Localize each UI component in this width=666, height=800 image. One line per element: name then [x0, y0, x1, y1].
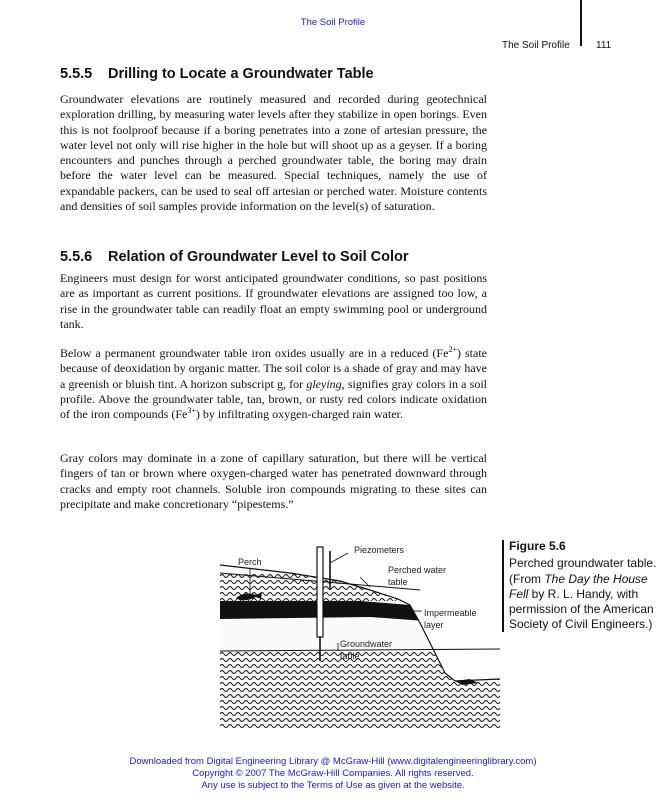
figure-diagram [220, 543, 500, 728]
paragraph-capillary-saturation: Gray colors may dominate in a zone of capillary saturation, but there will be vertical fingers of tan or brown where oxygen-charged water has penetrated downward through cracks and empty root channels. Soluble iron compounds migrating to these sites can precipitate and make concretionary “pipestems.” [60, 451, 487, 511]
superscript: 2+ [448, 345, 457, 354]
paragraph-design-conditions: Engineers must design for worst anticipated groundwater conditions, so past positions are as important as current positions. If groundwater elevations are assigned too low, a rise in the groundwater table can readily float an empty swimming pool or underground tank. [60, 271, 487, 331]
label-perched-table: table [388, 577, 408, 587]
text-run: ) state because of deoxidation by organic matter. The soil color is a shade of gray and may have a greenish or bluish tint. A horizon subscript g, for [60, 346, 487, 391]
section-heading-5-5-5 [60, 66, 374, 82]
figure-label: Figure 5.6 [509, 539, 566, 553]
figure-perched-groundwater [220, 543, 500, 728]
footer-copyright: Copyright © 2007 The McGraw-Hill Companies. All rights reserved. [192, 768, 474, 779]
section-heading-5-5-6 [60, 249, 409, 265]
footer-terms[interactable]: Any use is subject to the Terms of Use as given at the website. [201, 780, 465, 791]
footer-download-link[interactable]: Downloaded from Digital Engineering Library @ McGraw-Hill (www.digitalengineeringlibrary.com) [129, 756, 537, 767]
section-number: 5.5.5 [60, 66, 93, 82]
section-number: 5.5.6 [60, 249, 93, 265]
label-impermeable: Impermeable [424, 608, 477, 618]
piezometer-leader [330, 553, 348, 563]
page-number: 111 [596, 40, 612, 51]
top-link[interactable]: The Soil Profile [300, 17, 366, 28]
label-perched-water: Perched water [388, 565, 447, 575]
header-divider [580, 0, 582, 46]
paragraph-iron-oxides [60, 346, 487, 422]
text-run: , signifies gray colors in a soil profile. Above the groundwater table, tan, brown, or rusty red colors indicate oxidation of the iron compounds (Fe [60, 376, 488, 422]
label-layer: layer [424, 620, 444, 630]
footer [0, 756, 666, 792]
piezometer-deep [317, 547, 323, 637]
paragraph-drilling: Groundwater elevations are routinely measured and recorded during geotechnical exploration drilling, by measuring water levels after they stabilize in open borings. Even this is not foolproof because if a boring penetrates into a zone of artesian pressure, the water level not only will rise higher in the hole but will shoot up as a geyser. If a boring encounters and punches through a perched groundwater table, the boring may drain before the water level can be measured. Special techniques, namely the use of expandable packers, can be used to seal off artesian or perched water. Moisture contents and densities of soil samples provide information on the level(s) of saturation. [60, 92, 487, 214]
soil-cross-section [220, 543, 500, 728]
section-title: Relation of Groundwater Level to Soil Color [108, 249, 409, 265]
caption-source-title: The Day the House Fell [509, 571, 648, 601]
label-piezometers: Piezometers [354, 545, 405, 555]
section-title: Drilling to Locate a Groundwater Table [108, 66, 374, 82]
text-run: Below a permanent groundwater table iron oxides usually are in a reduced (Fe [60, 346, 449, 360]
superscript: 3+ [187, 406, 196, 416]
groundwater-zone [220, 651, 500, 728]
italic-term: gleying [306, 376, 342, 391]
label-groundwater: Groundwater [340, 639, 393, 649]
running-head-title: The Soil Profile [502, 40, 570, 51]
text-run: ) by infiltrating oxygen-charged rain water. [195, 407, 403, 422]
caption-text: Perched groundwater table. (From [509, 556, 657, 586]
label-perch: Perch [238, 557, 262, 567]
figure-caption [509, 539, 659, 633]
label-groundwater-table: table [340, 651, 360, 661]
caption-text: by R. L. Handy, with permission of the American Society of Civil Engineers.) [509, 586, 654, 632]
caption-divider [502, 540, 504, 632]
